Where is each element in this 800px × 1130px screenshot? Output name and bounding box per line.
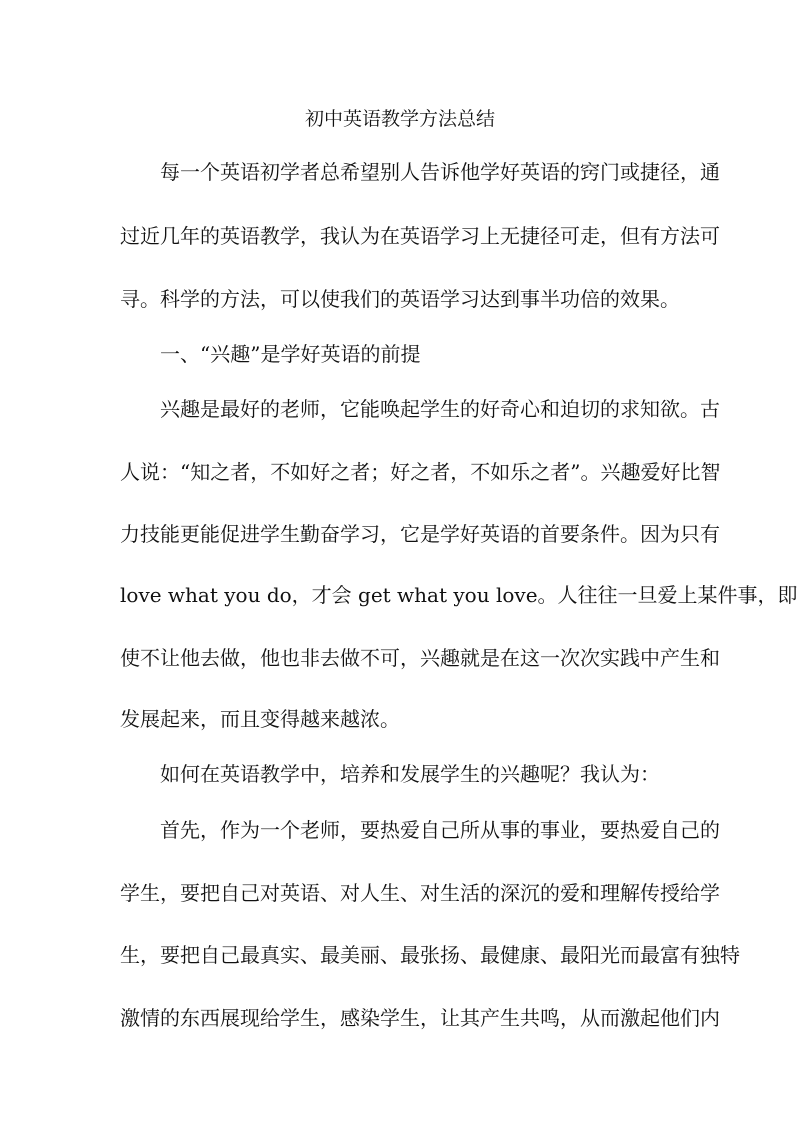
paragraph-line: love what you do，才会 get what you love。人往往一旦爱上某件事，即 [120, 583, 798, 607]
paragraph-line: 首先，作为一个老师，要热爱自己所从事的事业，要热爱自己的 [160, 818, 720, 842]
paragraph-line: 过近几年的英语教学，我认为在英语学习上无捷径可走，但有方法可 [120, 224, 720, 248]
paragraph-line: 如何在英语教学中，培养和发展学生的兴趣呢？我认为： [160, 762, 660, 786]
paragraph-line: 激情的东西展现给学生，感染学生，让其产生共鸣，从而激起他们内 [120, 1006, 720, 1030]
paragraph-line: 兴趣是最好的老师，它能唤起学生的好奇心和迫切的求知欲。古 [160, 397, 720, 421]
paragraph-line: 人说：“知之者，不如好之者；好之者，不如乐之者”。兴趣爱好比智 [120, 460, 721, 484]
paragraph-line: 力技能更能促进学生勤奋学习，它是学好英语的首要条件。因为只有 [120, 522, 720, 546]
paragraph-line: 学生，要把自己对英语、对人生、对生活的深沉的爱和理解传授给学 [120, 881, 720, 905]
paragraph-line: 生，要把自己最真实、最美丽、最张扬、最健康、最阳光而最富有独特 [120, 943, 740, 967]
section-heading: 一、“兴趣”是学好英语的前提 [160, 342, 421, 366]
paragraph-line: 寻。科学的方法，可以使我们的英语学习达到事半功倍的效果。 [120, 287, 680, 311]
paragraph-line: 每一个英语初学者总希望别人告诉他学好英语的窍门或捷径，通 [160, 160, 720, 184]
paragraph-line: 发展起来，而且变得越来越浓。 [120, 707, 400, 731]
document-title: 初中英语教学方法总结 [304, 108, 495, 130]
paragraph-line: 使不让他去做，他也非去做不可，兴趣就是在这一次次实践中产生和 [120, 646, 720, 670]
